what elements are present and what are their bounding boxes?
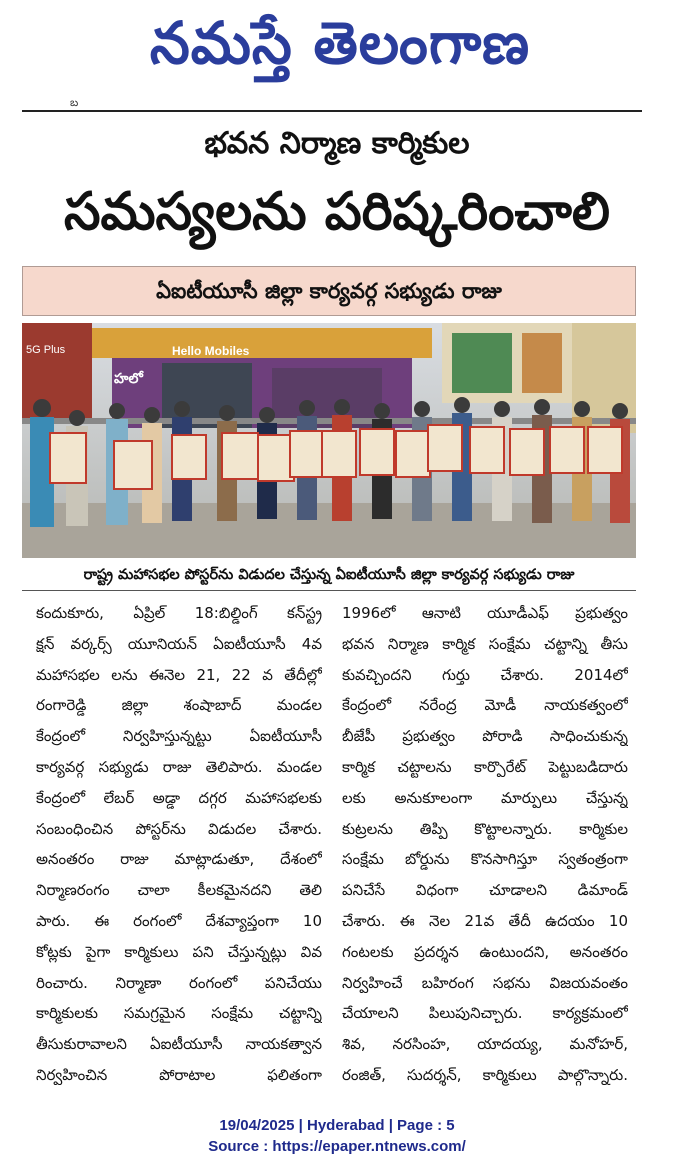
article-line: అనంతరం రాజు మాట్లాడుతూ, దేశంలో — [36, 850, 322, 869]
masthead — [0, 0, 674, 92]
article-column-right — [342, 598, 628, 1091]
article-headline: సమస్యలను పరిష్కరించాలి — [64, 182, 610, 242]
article-line: కోట్లకు పైగా కార్మికులు పని చేస్తున్నట్లు వివ — [36, 942, 322, 961]
news-photo — [22, 323, 636, 558]
article-line: కేంద్రంలో నిర్వహిస్తున్నట్టు ఏఐటీయూసీ — [36, 727, 322, 746]
footer-date-line: 19/04/2025 | Hyderabad | Page : 5 — [219, 1117, 455, 1134]
photo-caption: రాష్ట్ర మహాసభల పోస్టర్‌ను విడుదల చేస్తున్న ఏఐటీయూసీ జిల్లా కార్యవర్గ సభ్యుడు రాజు — [83, 567, 575, 583]
article-line: రించారు. నిర్మాణా రంగంలో పనిచేయు — [36, 973, 322, 992]
article-line: పారు. ఈ రంగంలో దేశవ్యాప్తంగా 10 — [36, 911, 322, 930]
article-line: నిర్వహించే బహిరంగ సభను విజయవంతం — [342, 973, 628, 992]
article-line: నిర్వహించిన పోరాటాల ఫలితంగా — [36, 1065, 322, 1084]
article-line: రంగారెడ్డి జిల్లా శంషాబాద్ మండల — [36, 696, 322, 715]
article-line: శివ, నరసింహ, యాదయ్య, మనోహర్, — [342, 1035, 628, 1054]
article-line: లకు అనుకూలంగా మార్పులు చేస్తున్న — [342, 788, 628, 807]
page-marker: బ — [70, 96, 79, 109]
article-column-left — [36, 598, 322, 1091]
article-kicker: భవన నిర్మాణ కార్మికుల — [204, 126, 470, 161]
footer-source-line: Source : https://epaper.ntnews.com/ — [208, 1138, 466, 1155]
article-line: కేంద్రంలో నరేంద్ర మోడీ నాయకత్వంలో — [342, 696, 628, 715]
article-line: నిర్మాణరంగం చాలా కీలకమైనదని తెలి — [36, 881, 322, 900]
article-subhead: ఏఐటీయూసీ జిల్లా కార్యవర్గ సభ్యుడు రాజు — [22, 266, 636, 316]
article-line: రంజిత్, సుదర్శన్, కార్మికులు పాల్గొన్నారు. — [342, 1065, 628, 1084]
article-line: భవన నిర్మాణ కార్మిక సంక్షేమ చట్టాన్ని తీసు — [342, 634, 628, 653]
sign-5g-plus: 5G Plus — [26, 344, 66, 356]
article-line: కార్మికులకు సమగ్రమైన సంక్షేమ చట్టాన్ని — [36, 1004, 322, 1023]
sign-hello-mobiles: Hello Mobiles — [172, 344, 250, 358]
caption-rule — [22, 590, 636, 591]
article-line: 1996లో ఆనాటి యూడీఎఫ్ ప్రభుత్వం — [342, 604, 628, 622]
sign-halo: హలో — [114, 371, 143, 387]
article-line: సంబంధించిన పోస్టర్‌ను విడుదల చేశారు. — [36, 819, 322, 838]
article-line: పనిచేసే విధంగా చూడాలని డిమాండ్ — [342, 881, 628, 900]
newspaper-logo: నమస్తే తెలంగాణ — [149, 9, 531, 77]
article-line: కార్యవర్గ సభ్యుడు రాజు తెలిపారు. మండల — [36, 757, 322, 776]
article-line: మహాసభల లను ఈనెల 21, 22 వ తేదీల్లో — [36, 665, 322, 684]
article-line: కందుకూరు, ఏప్రిల్ 18:బిల్డింగ్ కన్‌స్ట్ర — [36, 604, 322, 622]
top-rule — [22, 110, 642, 112]
article-line: బీజేపీ ప్రభుత్వం పోరాడి సాధించుకున్న — [342, 727, 628, 746]
article-line: గంటలకు ప్రదర్శన ఉంటుందని, అనంతరం — [342, 942, 628, 961]
article-line: చేయాలని పిలుపునిచ్చారు. కార్యక్రమంలో — [342, 1004, 628, 1023]
article-line: కుట్రలను తిప్పి కొట్టాలన్నారు. కార్మికుల — [342, 819, 628, 838]
article-line: క్షన్ వర్కర్స్ యూనియన్ ఏఐటీయూసీ 4వ — [36, 634, 322, 653]
article-line: సంక్షేమ బోర్డును కొనసాగిస్తూ స్వతంత్రంగా — [342, 850, 628, 869]
article-line: కువచ్చిందని గుర్తు చేశారు. 2014లో — [342, 665, 628, 684]
article-line: తీసుకురావాలని ఏఐటీయూసీ నాయకత్వాన — [36, 1035, 322, 1054]
article-line: కార్మిక చట్టాలను కార్పొరేట్ పెట్టుబడిదారు — [342, 757, 628, 776]
news-photo-image — [22, 323, 636, 558]
article-line: చేశారు. ఈ నెల 21వ తేదీ ఉదయం 10 — [342, 911, 628, 930]
article-line: కేంద్రంలో లేబర్ అడ్డా దగ్గర మహాసభలకు — [36, 788, 322, 807]
